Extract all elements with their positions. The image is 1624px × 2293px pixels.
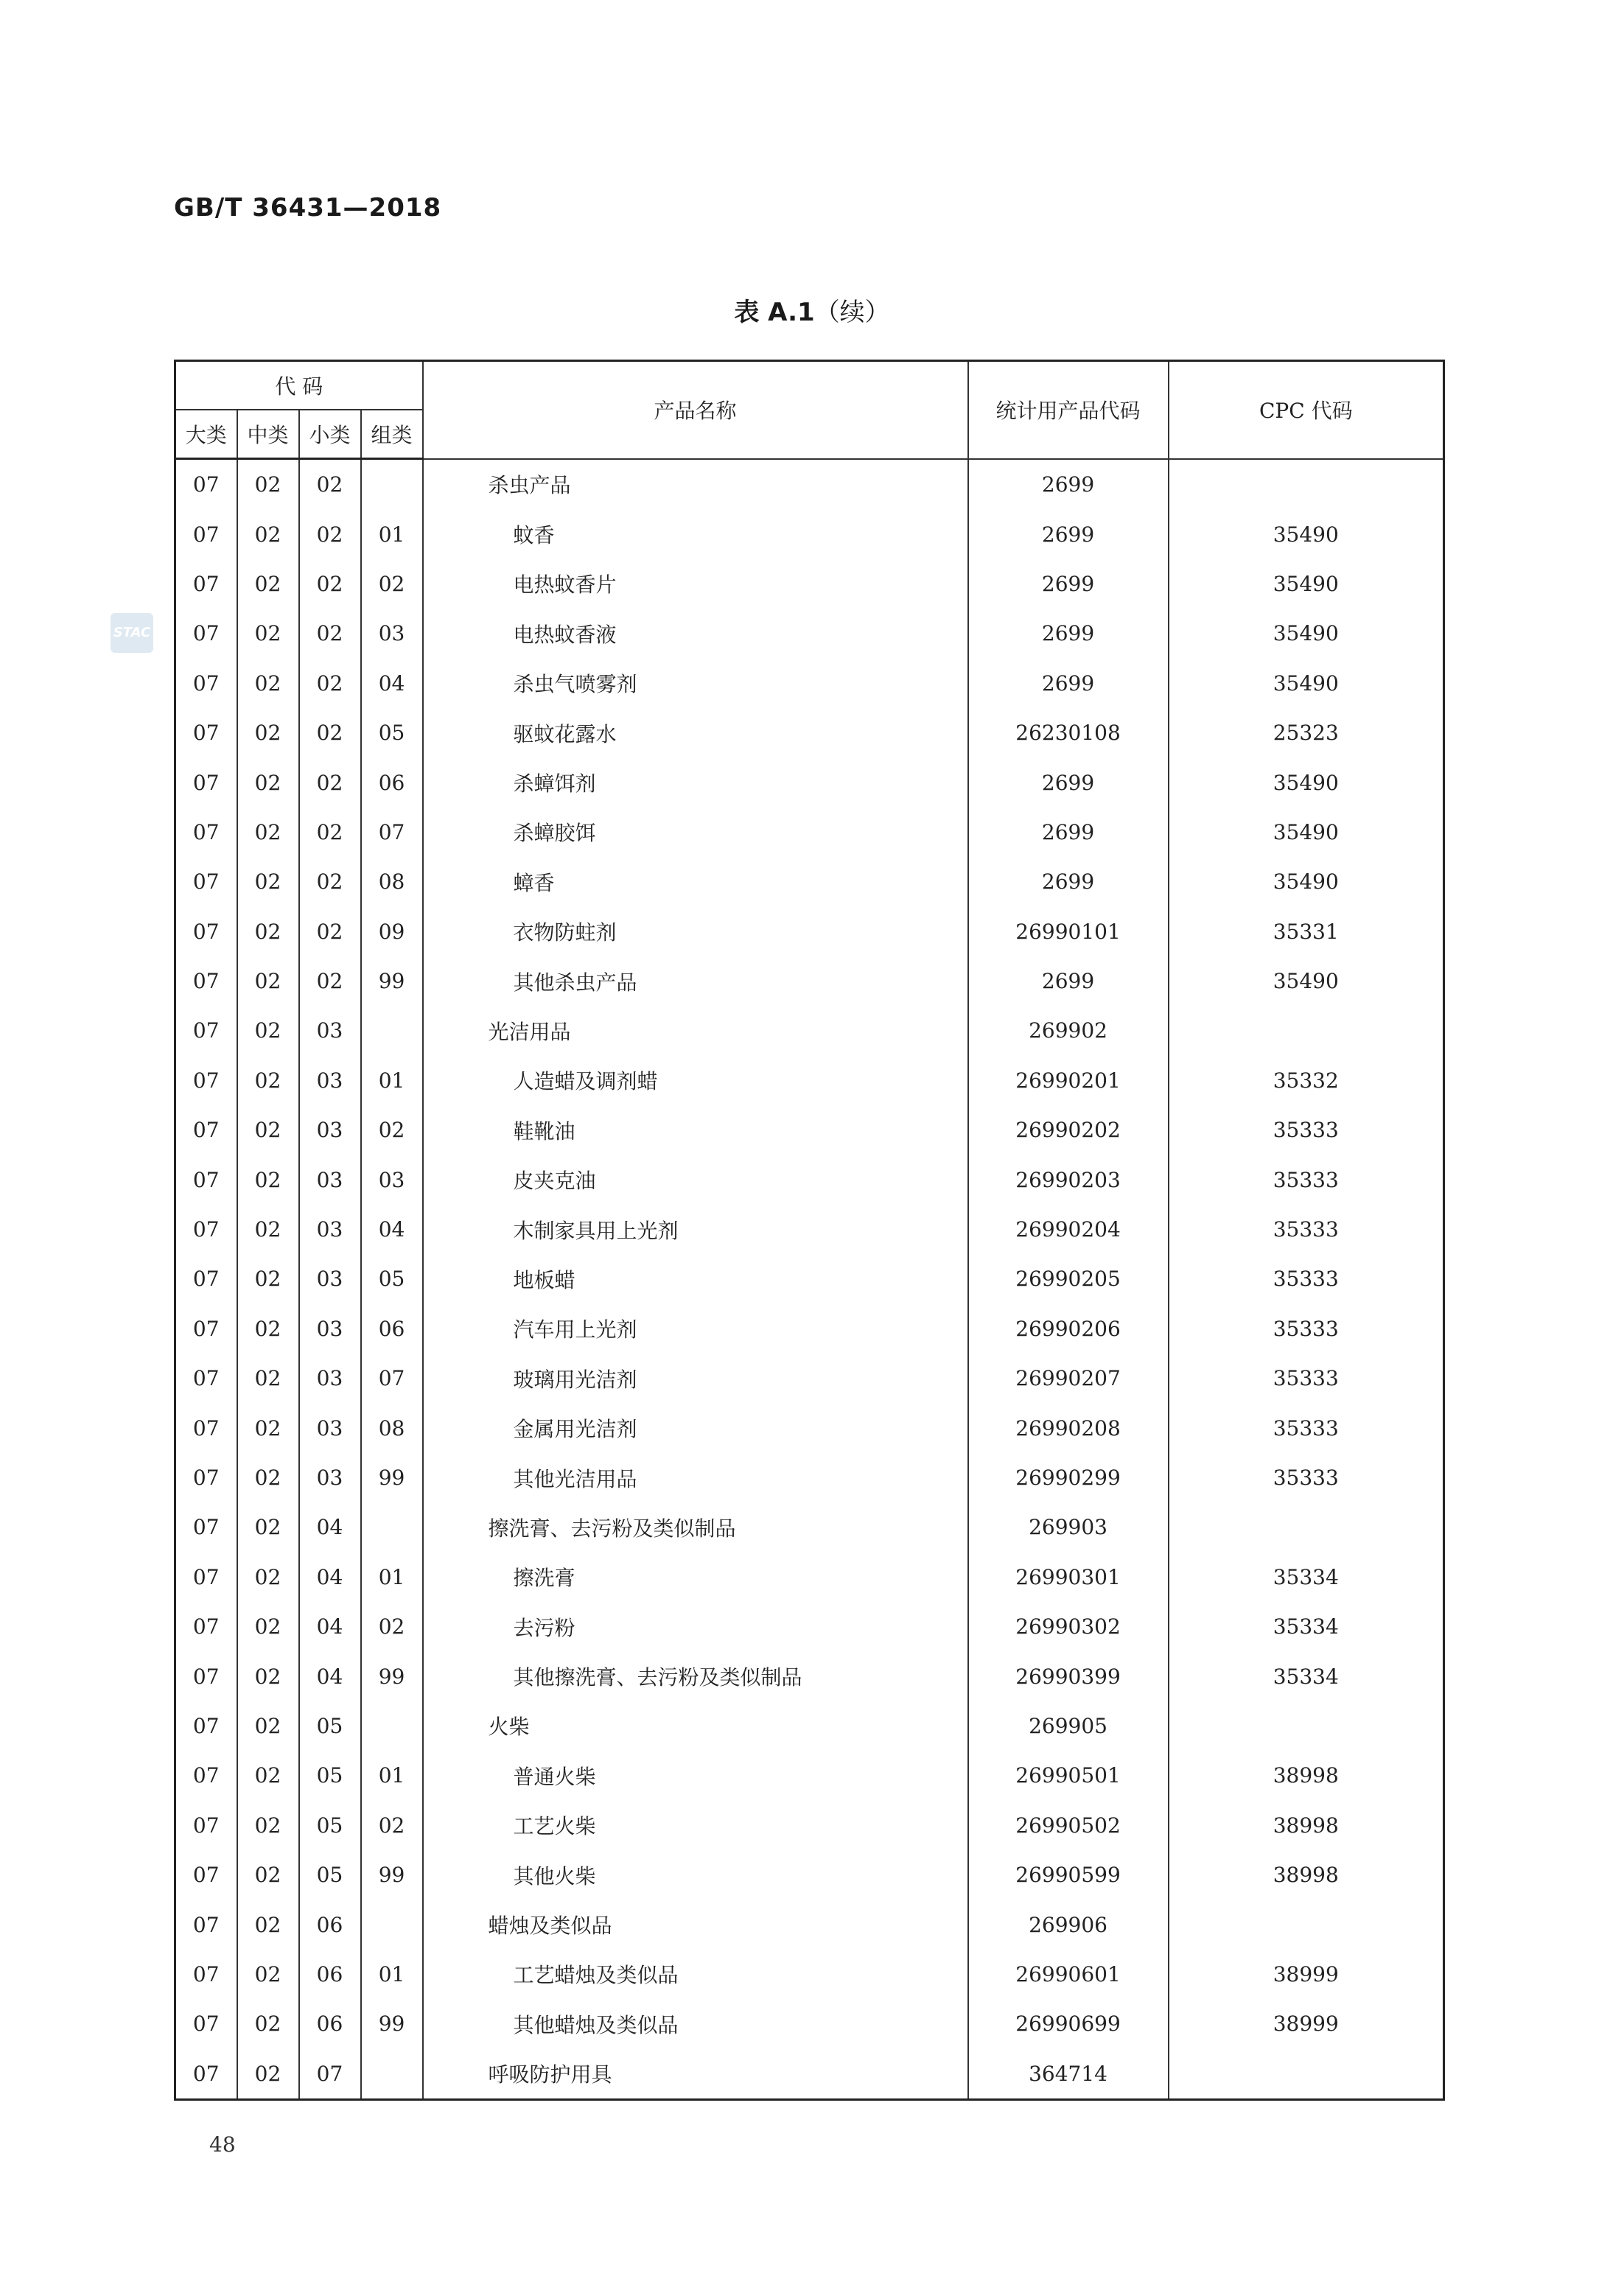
cell-stat-code: 26990206: [968, 1304, 1169, 1354]
table-row: [175, 1502, 1444, 1552]
cell-major-class: 07: [175, 1900, 237, 1949]
cell-major-class: 07: [175, 1850, 237, 1900]
cell-product-name: 杀蟑胶饵: [423, 808, 968, 857]
cell-medium-class: 02: [237, 1006, 299, 1055]
cell-major-class: 07: [175, 1751, 237, 1800]
cell-cpc-code: 35490: [1169, 857, 1444, 906]
header-minor-class: 小类: [299, 410, 361, 459]
header-cpc-code: CPC 代码: [1169, 361, 1444, 459]
cell-major-class: 07: [175, 1651, 237, 1701]
cell-group-class: 99: [361, 1999, 423, 2048]
table-row: [175, 559, 1444, 609]
cell-minor-class: 04: [299, 1602, 361, 1651]
cell-medium-class: 02: [237, 1850, 299, 1900]
cell-major-class: 07: [175, 609, 237, 658]
page-number: 48: [209, 2132, 236, 2157]
table-row: [175, 1155, 1444, 1204]
table-row: [175, 659, 1444, 708]
cell-group-class: 99: [361, 1850, 423, 1900]
cell-product-name: 金属用光洁剂: [423, 1403, 968, 1452]
cell-cpc-code: 35334: [1169, 1602, 1444, 1651]
cell-cpc-code: 35333: [1169, 1453, 1444, 1502]
cell-minor-class: 03: [299, 1354, 361, 1403]
cell-minor-class: 05: [299, 1801, 361, 1850]
cell-group-class: 99: [361, 1651, 423, 1701]
cell-product-name: 光洁用品: [423, 1006, 968, 1055]
cell-product-name: 衣物防蛀剂: [423, 907, 968, 956]
cell-minor-class: 04: [299, 1552, 361, 1602]
table-row: [175, 1105, 1444, 1155]
header-group-class: 组类: [361, 410, 423, 459]
cell-minor-class: 03: [299, 1403, 361, 1452]
cell-product-name: 木制家具用上光剂: [423, 1205, 968, 1254]
cell-minor-class: 02: [299, 559, 361, 609]
cell-cpc-code: [1169, 1900, 1444, 1949]
table-row: [175, 1900, 1444, 1949]
table-row: [175, 1205, 1444, 1254]
cell-medium-class: 02: [237, 1999, 299, 2048]
cell-minor-class: 07: [299, 2049, 361, 2100]
cell-product-name: 杀虫气喷雾剂: [423, 659, 968, 708]
cell-minor-class: 02: [299, 659, 361, 708]
cell-stat-code: 26990204: [968, 1205, 1169, 1254]
cell-product-name: 其他光洁用品: [423, 1453, 968, 1502]
cell-product-name: 擦洗膏: [423, 1552, 968, 1602]
table-row: [175, 1850, 1444, 1900]
cell-cpc-code: 35490: [1169, 609, 1444, 658]
cell-minor-class: 02: [299, 956, 361, 1006]
cell-group-class: 01: [361, 1552, 423, 1602]
cell-medium-class: 02: [237, 1453, 299, 1502]
cell-cpc-code: 35334: [1169, 1552, 1444, 1602]
cell-medium-class: 02: [237, 1950, 299, 1999]
cell-minor-class: 03: [299, 1105, 361, 1155]
cell-group-class: 01: [361, 1056, 423, 1105]
cell-cpc-code: [1169, 2049, 1444, 2100]
cell-product-name: 擦洗膏、去污粉及类似制品: [423, 1502, 968, 1552]
cell-medium-class: 02: [237, 1304, 299, 1354]
cell-major-class: 07: [175, 757, 237, 807]
cell-stat-code: 2699: [968, 757, 1169, 807]
cell-major-class: 07: [175, 1006, 237, 1055]
cell-minor-class: 02: [299, 757, 361, 807]
cell-cpc-code: 38998: [1169, 1850, 1444, 1900]
cell-group-class: 08: [361, 857, 423, 906]
cell-cpc-code: 35333: [1169, 1155, 1444, 1204]
cell-medium-class: 02: [237, 1651, 299, 1701]
cell-stat-code: 269906: [968, 1900, 1169, 1949]
table-row: [175, 1254, 1444, 1303]
table-row: [175, 907, 1444, 956]
table-row: [175, 1056, 1444, 1105]
cell-group-class: 07: [361, 808, 423, 857]
cell-group-class: [361, 1900, 423, 1949]
cell-group-class: 03: [361, 609, 423, 658]
cell-group-class: 01: [361, 1950, 423, 1999]
cell-major-class: 07: [175, 1950, 237, 1999]
cell-stat-code: 26990599: [968, 1850, 1169, 1900]
cell-product-name: 玻璃用光洁剂: [423, 1354, 968, 1403]
cell-product-name: 地板蜡: [423, 1254, 968, 1303]
cell-medium-class: 02: [237, 659, 299, 708]
cell-group-class: 06: [361, 757, 423, 807]
cell-stat-code: 2699: [968, 609, 1169, 658]
cell-group-class: 01: [361, 1751, 423, 1800]
cell-major-class: 07: [175, 1453, 237, 1502]
cell-group-class: 02: [361, 1801, 423, 1850]
cell-group-class: 07: [361, 1354, 423, 1403]
cell-medium-class: 02: [237, 757, 299, 807]
cell-medium-class: 02: [237, 1155, 299, 1204]
cell-major-class: 07: [175, 857, 237, 906]
cell-major-class: 07: [175, 956, 237, 1006]
cell-minor-class: 04: [299, 1502, 361, 1552]
cell-major-class: 07: [175, 1552, 237, 1602]
cell-stat-code: 269902: [968, 1006, 1169, 1055]
cell-product-name: 蚊香: [423, 509, 968, 559]
cell-stat-code: 26990601: [968, 1950, 1169, 1999]
cell-major-class: 07: [175, 1801, 237, 1850]
cell-medium-class: 02: [237, 808, 299, 857]
cell-product-name: 其他火柴: [423, 1850, 968, 1900]
cell-stat-code: 2699: [968, 808, 1169, 857]
cell-major-class: 07: [175, 1155, 237, 1204]
cell-minor-class: 03: [299, 1155, 361, 1204]
cell-stat-code: 26990101: [968, 907, 1169, 956]
cell-major-class: 07: [175, 1403, 237, 1452]
cell-product-name: 电热蚊香液: [423, 609, 968, 658]
cell-major-class: 07: [175, 1701, 237, 1751]
cell-product-name: 蟑香: [423, 857, 968, 906]
cell-minor-class: 02: [299, 708, 361, 757]
cell-product-name: 杀蟑饵剂: [423, 757, 968, 807]
cell-major-class: 07: [175, 1304, 237, 1354]
cell-stat-code: 26990301: [968, 1552, 1169, 1602]
cell-major-class: 07: [175, 708, 237, 757]
cell-medium-class: 02: [237, 857, 299, 906]
cell-medium-class: 02: [237, 1254, 299, 1303]
cell-stat-code: 364714: [968, 2049, 1169, 2100]
cell-major-class: 07: [175, 1999, 237, 2048]
cell-cpc-code: 35490: [1169, 808, 1444, 857]
table-row: [175, 509, 1444, 559]
cell-medium-class: 02: [237, 907, 299, 956]
cell-cpc-code: 35490: [1169, 757, 1444, 807]
table-row: [175, 1999, 1444, 2048]
cell-product-name: 杀虫产品: [423, 459, 968, 510]
cell-major-class: 07: [175, 1105, 237, 1155]
cell-group-class: [361, 1006, 423, 1055]
cell-medium-class: 02: [237, 459, 299, 510]
cell-cpc-code: 35333: [1169, 1403, 1444, 1452]
cell-cpc-code: [1169, 1502, 1444, 1552]
cell-cpc-code: 38999: [1169, 1950, 1444, 1999]
table-body: [175, 459, 1444, 2100]
cell-major-class: 07: [175, 509, 237, 559]
cell-medium-class: 02: [237, 509, 299, 559]
cell-product-name: 电热蚊香片: [423, 559, 968, 609]
cell-product-name: 工艺火柴: [423, 1801, 968, 1850]
cell-major-class: 07: [175, 907, 237, 956]
cell-major-class: 07: [175, 1502, 237, 1552]
cell-group-class: [361, 1502, 423, 1552]
cell-product-name: 火柴: [423, 1701, 968, 1751]
cell-major-class: 07: [175, 2049, 237, 2100]
table-row: [175, 808, 1444, 857]
cell-stat-code: 2699: [968, 956, 1169, 1006]
table-row: [175, 459, 1444, 510]
cell-product-name: 其他蜡烛及类似品: [423, 1999, 968, 2048]
cell-product-name: 普通火柴: [423, 1751, 968, 1800]
cell-minor-class: 02: [299, 808, 361, 857]
cell-minor-class: 02: [299, 857, 361, 906]
cell-medium-class: 02: [237, 1354, 299, 1403]
table-row: [175, 609, 1444, 658]
cell-stat-code: 2699: [968, 509, 1169, 559]
cell-cpc-code: 38998: [1169, 1801, 1444, 1850]
table-row: [175, 1403, 1444, 1452]
cell-stat-code: 26990502: [968, 1801, 1169, 1850]
cell-minor-class: 05: [299, 1751, 361, 1800]
table-row: [175, 857, 1444, 906]
cell-stat-code: 26990302: [968, 1602, 1169, 1651]
cell-major-class: 07: [175, 659, 237, 708]
cell-cpc-code: 35334: [1169, 1651, 1444, 1701]
table-title-suffix: （续）: [814, 298, 890, 327]
cell-major-class: 07: [175, 1205, 237, 1254]
cell-group-class: 04: [361, 659, 423, 708]
cell-product-name: 驱蚊花露水: [423, 708, 968, 757]
cell-cpc-code: [1169, 1701, 1444, 1751]
cell-stat-code: 2699: [968, 459, 1169, 510]
cell-medium-class: 02: [237, 2049, 299, 2100]
cell-cpc-code: [1169, 459, 1444, 510]
cell-stat-code: 269905: [968, 1701, 1169, 1751]
cell-cpc-code: 35490: [1169, 509, 1444, 559]
cell-group-class: [361, 2049, 423, 2100]
cell-major-class: 07: [175, 1056, 237, 1105]
cell-group-class: 02: [361, 559, 423, 609]
cell-product-name: 汽车用上光剂: [423, 1304, 968, 1354]
cell-stat-code: 26990399: [968, 1651, 1169, 1701]
cell-stat-code: 26990501: [968, 1751, 1169, 1800]
cell-product-name: 人造蜡及调剂蜡: [423, 1056, 968, 1105]
header-code-group: 代 码: [175, 361, 423, 410]
table-row: [175, 1801, 1444, 1850]
cell-cpc-code: 35333: [1169, 1205, 1444, 1254]
cell-cpc-code: 38999: [1169, 1999, 1444, 2048]
cell-cpc-code: 35490: [1169, 659, 1444, 708]
cell-product-name: 其他杀虫产品: [423, 956, 968, 1006]
cell-stat-code: 26990202: [968, 1105, 1169, 1155]
cell-minor-class: 03: [299, 1453, 361, 1502]
cell-minor-class: 03: [299, 1056, 361, 1105]
cell-minor-class: 03: [299, 1006, 361, 1055]
table-row: [175, 1304, 1444, 1354]
cell-group-class: [361, 459, 423, 510]
cell-cpc-code: 35333: [1169, 1304, 1444, 1354]
table-row: [175, 1006, 1444, 1055]
table-title: [0, 292, 1624, 328]
cell-stat-code: 26990208: [968, 1403, 1169, 1452]
cell-medium-class: 02: [237, 956, 299, 1006]
cell-minor-class: 05: [299, 1701, 361, 1751]
header-stat-code: 统计用产品代码: [968, 361, 1169, 459]
cell-product-name: 工艺蜡烛及类似品: [423, 1950, 968, 1999]
cell-group-class: 99: [361, 1453, 423, 1502]
header-product-name: 产品名称: [423, 361, 968, 459]
cell-cpc-code: 25323: [1169, 708, 1444, 757]
cell-minor-class: 02: [299, 509, 361, 559]
header-major-class: 大类: [175, 410, 237, 459]
table-row: [175, 1552, 1444, 1602]
cell-cpc-code: 35333: [1169, 1354, 1444, 1403]
cell-medium-class: 02: [237, 708, 299, 757]
table-row: [175, 956, 1444, 1006]
cell-cpc-code: 35333: [1169, 1105, 1444, 1155]
cell-product-name: 鞋靴油: [423, 1105, 968, 1155]
table-row: [175, 757, 1444, 807]
cell-group-class: 99: [361, 956, 423, 1006]
cell-stat-code: 26230108: [968, 708, 1169, 757]
cell-cpc-code: 35490: [1169, 559, 1444, 609]
cell-group-class: 02: [361, 1105, 423, 1155]
cell-minor-class: 06: [299, 1999, 361, 2048]
table-row: [175, 2049, 1444, 2100]
cell-minor-class: 02: [299, 459, 361, 510]
cell-medium-class: 02: [237, 609, 299, 658]
cell-minor-class: 03: [299, 1205, 361, 1254]
stac-watermark-logo: STAC: [111, 613, 153, 653]
cell-cpc-code: 35332: [1169, 1056, 1444, 1105]
cell-major-class: 07: [175, 459, 237, 510]
table-row: [175, 1453, 1444, 1502]
cell-minor-class: 02: [299, 907, 361, 956]
table-row: [175, 1651, 1444, 1701]
cell-stat-code: 26990699: [968, 1999, 1169, 2048]
cell-minor-class: 05: [299, 1850, 361, 1900]
cell-major-class: 07: [175, 1602, 237, 1651]
cell-product-name: 皮夹克油: [423, 1155, 968, 1204]
cell-group-class: 02: [361, 1602, 423, 1651]
product-code-table: [174, 360, 1445, 2101]
cell-medium-class: 02: [237, 559, 299, 609]
cell-stat-code: 26990203: [968, 1155, 1169, 1204]
cell-product-name: 蜡烛及类似品: [423, 1900, 968, 1949]
cell-minor-class: 06: [299, 1900, 361, 1949]
table-row: [175, 1701, 1444, 1751]
cell-stat-code: 269903: [968, 1502, 1169, 1552]
cell-group-class: 03: [361, 1155, 423, 1204]
cell-medium-class: 02: [237, 1552, 299, 1602]
table-row: [175, 1751, 1444, 1800]
cell-medium-class: 02: [237, 1056, 299, 1105]
cell-group-class: 06: [361, 1304, 423, 1354]
cell-product-name: 去污粉: [423, 1602, 968, 1651]
cell-medium-class: 02: [237, 1502, 299, 1552]
cell-major-class: 07: [175, 808, 237, 857]
cell-cpc-code: [1169, 1006, 1444, 1055]
cell-cpc-code: 38998: [1169, 1751, 1444, 1800]
cell-major-class: 07: [175, 559, 237, 609]
cell-stat-code: 26990299: [968, 1453, 1169, 1502]
cell-group-class: 04: [361, 1205, 423, 1254]
cell-product-name: 其他擦洗膏、去污粉及类似制品: [423, 1651, 968, 1701]
cell-stat-code: 26990207: [968, 1354, 1169, 1403]
standard-number: GB/T 36431—2018: [174, 193, 442, 223]
cell-group-class: [361, 1701, 423, 1751]
table-row: [175, 708, 1444, 757]
cell-medium-class: 02: [237, 1105, 299, 1155]
cell-stat-code: 26990201: [968, 1056, 1169, 1105]
cell-minor-class: 03: [299, 1254, 361, 1303]
cell-minor-class: 06: [299, 1950, 361, 1999]
cell-cpc-code: 35333: [1169, 1254, 1444, 1303]
cell-group-class: 01: [361, 509, 423, 559]
header-medium-class: 中类: [237, 410, 299, 459]
cell-cpc-code: 35490: [1169, 956, 1444, 1006]
cell-minor-class: 03: [299, 1304, 361, 1354]
cell-product-name: 呼吸防护用具: [423, 2049, 968, 2100]
cell-medium-class: 02: [237, 1701, 299, 1751]
cell-minor-class: 04: [299, 1651, 361, 1701]
cell-cpc-code: 35331: [1169, 907, 1444, 956]
cell-stat-code: 26990205: [968, 1254, 1169, 1303]
cell-group-class: 05: [361, 708, 423, 757]
cell-major-class: 07: [175, 1254, 237, 1303]
table-title-label: 表 A.1: [734, 298, 815, 327]
cell-group-class: 09: [361, 907, 423, 956]
table-row: [175, 1950, 1444, 1999]
cell-stat-code: 2699: [968, 659, 1169, 708]
cell-medium-class: 02: [237, 1602, 299, 1651]
cell-medium-class: 02: [237, 1403, 299, 1452]
cell-group-class: 08: [361, 1403, 423, 1452]
cell-minor-class: 02: [299, 609, 361, 658]
table-row: [175, 1602, 1444, 1651]
cell-medium-class: 02: [237, 1751, 299, 1800]
cell-stat-code: 2699: [968, 857, 1169, 906]
table-row: [175, 1354, 1444, 1403]
cell-group-class: 05: [361, 1254, 423, 1303]
cell-medium-class: 02: [237, 1205, 299, 1254]
cell-medium-class: 02: [237, 1900, 299, 1949]
cell-major-class: 07: [175, 1354, 237, 1403]
cell-stat-code: 2699: [968, 559, 1169, 609]
cell-medium-class: 02: [237, 1801, 299, 1850]
